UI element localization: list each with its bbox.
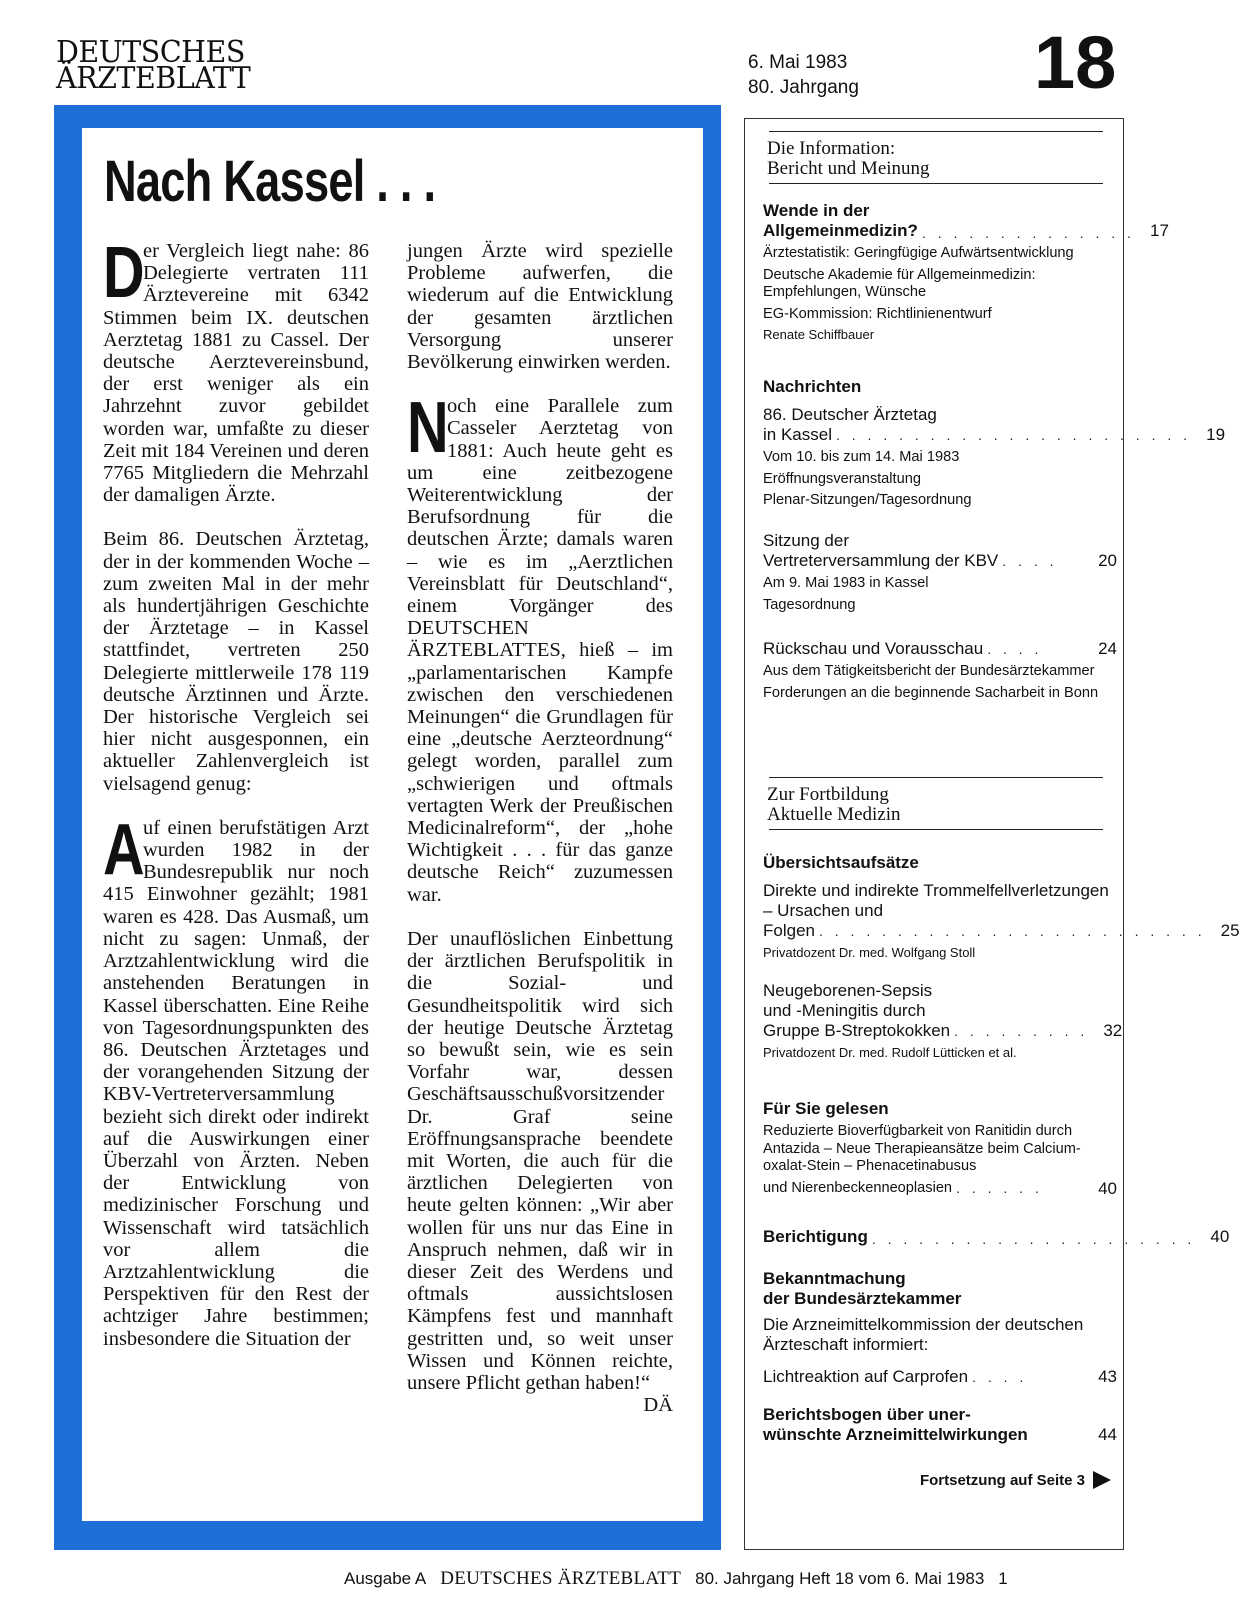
author-signature: DÄ [643,1394,673,1417]
page-number: 44 [1098,1425,1117,1444]
toc-section-title: Die Information: Bericht und Meinung [767,138,930,179]
toc-section-title: Zur Fortbildung Aktuelle Medizin [767,784,901,825]
page-number: 40 [1210,1227,1230,1246]
divider [769,829,1103,830]
footer-title: DEUTSCHES ÄRZTEBLATT [440,1568,682,1589]
author: Renate Schiffbauer [763,327,875,342]
page-number: 17 [1150,221,1169,240]
paragraph: A uf einen berufstätigen Arzt wurden 1982 in der Bundesrepublik nur noch 415 Einwohner gezählt; 1981 waren es 428. Das Ausmaß, um nicht zu sagen: Unmaß, der Arztzahlentwicklung wird die anstehenden Beratungen in Kassel überschatten. Eine Reihe von Tagesordnungspunkten des 86. Deutschen Ärztetages und der vorangehenden Sitzung der KBV-Vertreterversammlung bezieht sich direkt oder indirekt auf die Auswirkungen einer Überzahl von Ärzten. Neben der Entwicklung von medizinischer Forschung und Wissenschaft wird tatsächlich vor allem die Arztzahlentwicklung die Perspektiven für den Rest der achtziger Jahre bestimmen; insbesondere die Situation der [103,809,369,1350]
page-footer [344,1568,1144,1590]
paragraph: Der unauflöslichen Einbettung der ärztlichen Berufspolitik in die Sozial- und Gesundheitspolitik wird sich der heutige Deutsche Ärztetag so bewußt sein, wie es sein Vorfahr war, dessen Geschäftsausschußvorsitzender Dr. Graf seine Eröffnungsansprache beendete mit Worten, die auch für die ärztlichen Delegierten von heute gelten können: „Wir aber wollen für uns nur das Eine in Anspruch nehmen, daß wir in dieser Zeit des Werdens und oftmals aussichtslosen Kämpfens fest und mannhaft gestritten und, so weit unser Wissen und Können reichte, unsere Pflicht gethan haben!“ DÄ [407,927,673,1417]
page-number: 25 [1220,921,1240,940]
toc-entry-rueckschau[interactable]: Rückschau und Vorausschau . . . . 24 Aus dem Tätigkeitsbericht der Bundesärztekammer Forderungen an die beginnende Sacharbeit in Bonn [763,639,1117,701]
divider [769,777,1103,778]
page-number: 24 [1098,639,1117,658]
toc-entry-sitzung[interactable]: Sitzung der Vertreterversammlung der KBV . . . . 20 Am 9. Mai 1983 in Kassel Tagesordnung [763,531,1117,613]
footer-details: 80. Jahrgang Heft 18 vom 6. Mai 1983 [695,1569,985,1588]
issue-date: 6. Mai 1983 [748,52,848,73]
article-column-2 [407,240,673,1416]
masthead-line2: ÄRZTEBLATT [56,61,251,96]
toc-entry-gelesen[interactable]: Für Sie gelesen Reduzierte Bioverfügbarkeit von Ranitidin durch Antazida – Neue Therapieansätze beim Calcium-oxalat-Stein – Phenacetinabusus und Nierenbeckenneoplasien . . . . . . 40 [763,1099,1117,1198]
masthead-line1: DEUTSCHES [56,35,245,70]
continued-link[interactable]: Fortsetzung auf Seite 3 [920,1471,1111,1489]
page-number: 32 [1103,1021,1123,1040]
paragraph: jungen Ärzte wird spezielle Probleme aufwerfen, die wiederum auf die Entwicklung der gesamten ärztlichen Versorgung unserer Bevölkerung einwirken werden. [407,240,673,374]
page-number: 19 [1206,425,1226,444]
drop-cap: A [103,809,145,890]
page-number: 40 [1098,1178,1117,1198]
toc-entry-nachrichten[interactable]: Nachrichten 86. Deutscher Ärztetag in Kassel . . . . . . . . . . . . . . . . . . . . . . . 19 Vom 10. bis zum 14. Mai 1983 Eröffnungsveranstaltung Plenar-Sitzungen/Tagesordnung [763,377,1226,508]
article-column-1 [103,233,369,1372]
footer-page-number: 1 [998,1569,1008,1588]
toc-entry-berichtigung[interactable]: Berichtigung . . . . . . . . . . . . . . . . . . . . . 40 [763,1227,1230,1247]
paragraph: Beim 86. Deutschen Ärztetag, der in der kommenden Woche – zum zweiten Mal in der mehr als hundertjährigen Geschichte der Ärztetage – in Kassel stattfindet, vertreten 250 Delegierte mittlerweile 178 119 deutsche Ärztinnen und Ärzte. Der historische Vergleich sei hier nicht ausgesponnen, ein aktueller Zahlenvergleich ist vielsagend genug: [103,528,369,795]
author: Privatdozent Dr. med. Wolfgang Stoll [763,945,976,960]
drop-cap: D [103,233,145,313]
paragraph: N och eine Parallele zum Casseler Aerztetag von 1881: Auch heute geht es um eine zeitbezogene Weiterentwicklung der Berufsordnung für die deutschen Ärzte; damals waren – wie es im „Aerztlichen Vereinsblatt für Deutschland“, einem Vorgänger des DEUTSCHEN ÄRZTEBLATTES, hieß – im „parlamentarischen Kampfe zwischen den verschiedenen Meinungen“ die Grundlagen für eine „deutsche Aerzteordnung“ gelegt worden, parallel zum „schwierigen und oftmals vertagten Werk der Preußischen Medicinalreform“, der „hohe Wichtigkeit . . . für das ganze deutsche Reich“ zuzumessen war. [407,388,673,906]
divider [769,131,1103,132]
footer-edition: Ausgabe A [344,1569,427,1588]
toc-entry-sepsis[interactable]: Neugeborenen-Sepsis und -Meningitis durch Gruppe B-Streptokokken . . . . . . . . . 32 Privatdozent Dr. med. Rudolf Lütticken et al. [763,981,1123,1060]
arrow-right-icon [1093,1471,1111,1489]
masthead-logo [56,35,251,96]
page-number: 20 [1098,551,1117,570]
table-of-contents [744,118,1240,1550]
issue-volume: 80. Jahrgang [748,77,859,98]
toc-entry-wende[interactable]: Wende in der Allgemeinmedizin? . . . . . . . . . . . . . . 17 Ärztestatistik: Geringfügige Aufwärtsentwicklung Deutsche Akademie für Allgemeinmedizin: Empfehlungen, Wünsche EG-Kommission: Richtlinienentwurf Renate Schiffbauer [763,201,1169,342]
article-headline: Nach Kassel . . . [104,149,436,214]
drop-cap: N [407,388,449,469]
divider [769,183,1103,184]
toc-entry-berichtsbogen[interactable]: Berichtsbogen über uner- wünschte Arzneimittelwirkungen 44 [763,1405,1117,1444]
paragraph: D er Vergleich liegt nahe: 86 Delegierte vertraten 111 Ärztevereine mit 6342 Stimmen beim IX. deutschen Aerztetag 1881 zu Cassel. Der deutsche Aerztevereinsbund, der erst weniger als ein Jahrzehnt zuvor gebildet worden war, umfaßte zu dieser Zeit mit 184 Vereinen und deren 7765 Mitgliedern die Mehrzahl der damaligen Ärzte. [103,233,369,507]
issue-number: 18 [1034,21,1117,104]
author: Privatdozent Dr. med. Rudolf Lütticken et al. [763,1045,1017,1060]
toc-entry-uebersicht[interactable]: Übersichtsaufsätze Direkte und indirekte Trommelfellverletzungen – Ursachen und Folgen . . . . . . . . . . . . . . . . . . . . . . . . . 25 Privatdozent Dr. med. Wolfgang Stoll [763,853,1240,960]
page-number: 43 [1098,1367,1117,1386]
issue-date-block [748,50,859,100]
toc-entry-bekanntmachung[interactable]: Bekanntmachung der Bundesärztekammer Die Arzneimittelkommission der deutschen Ärzteschaft informiert: Lichtreaktion auf Carprofen . . . . 43 [763,1269,1117,1386]
